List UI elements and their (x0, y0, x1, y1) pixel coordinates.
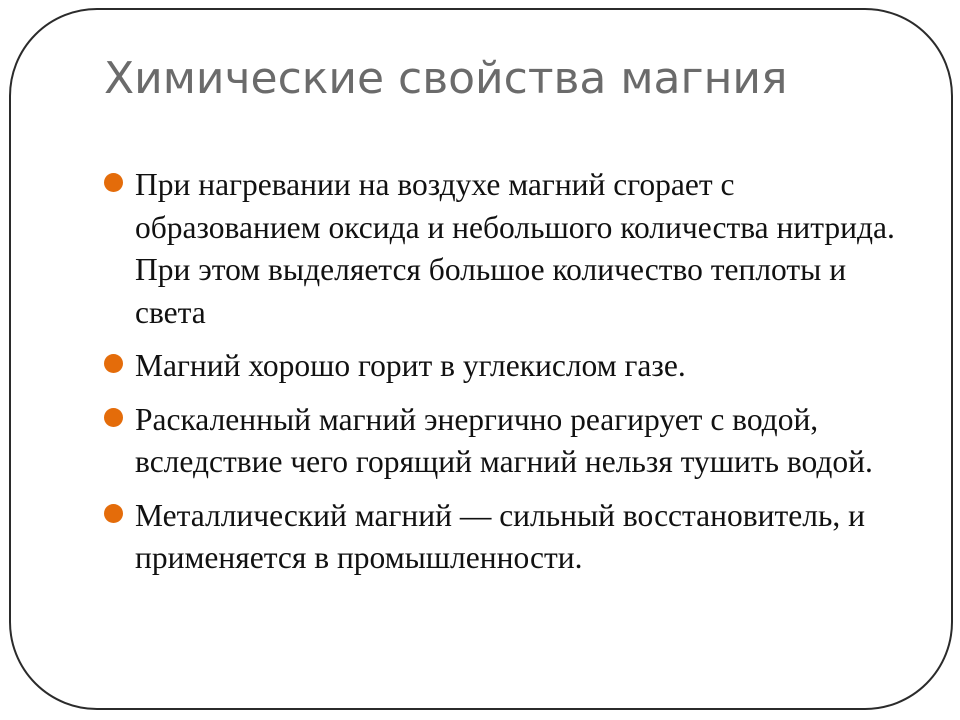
bullet-text: Магний хорошо горит в углекислом газе. (135, 348, 686, 383)
bullet-list (104, 164, 924, 591)
bullet-item (104, 345, 924, 388)
slide-title: Химические свойства магния (104, 53, 788, 104)
bullet-item (104, 495, 924, 580)
bullet-text: Раскаленный магний энергично реагирует с водой, вследствие чего горящий магний нельзя тушить водой. (135, 401, 873, 479)
bullet-dot-icon (104, 408, 123, 427)
bullet-dot-icon (104, 354, 123, 373)
bullet-item (104, 164, 924, 334)
bullet-item (104, 399, 924, 484)
bullet-text: Металлический магний — сильный восстановитель, и применяется в промышленности. (135, 497, 865, 575)
bullet-dot-icon (104, 504, 123, 523)
bullet-text: При нагревании на воздухе магний сгорает с образованием оксида и небольшого количества нитрида. При этом выделяется большое количество теплоты и света (135, 167, 895, 330)
bullet-dot-icon (104, 173, 123, 192)
